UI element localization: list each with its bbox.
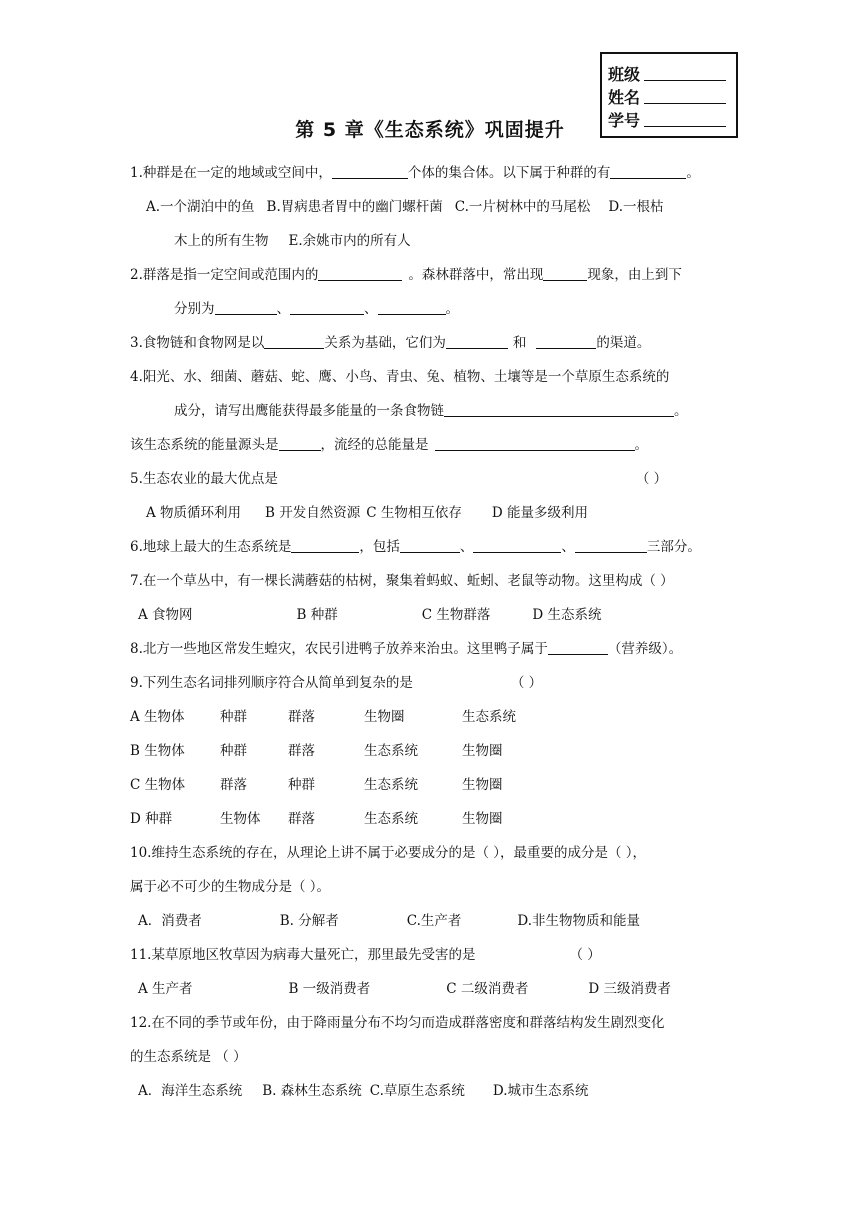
option-term: 生物体 [220,811,261,827]
option-term: 生态系统 [364,743,418,759]
option-term: 种群 [220,709,247,725]
question-1: 1.种群是在一定的地域或空间中， 个体的集合体。以下属于种群的有 。 [130,156,740,190]
question-11: 11.某草原地区牧草因为病毒大量死亡，那里最先受害的是 （ ） [130,947,601,963]
answer-blank[interactable] [264,331,324,349]
answer-blank[interactable] [332,161,408,179]
question-9-option-row [130,734,740,768]
question-11-options: A 生产者 B 一级消费者 C 二级消费者 D 三级消费者 [138,981,672,997]
question-10: 10.维持生态系统的存在，从理论上讲不属于必要成分的是（ ），最重要的成分是（ ）， [130,845,647,861]
answer-blank[interactable] [610,161,686,179]
option-term: C 生物体 [130,777,186,793]
answer-paren[interactable]: （ ） [510,675,543,691]
option-term: D 种群 [130,811,173,827]
option-term: 种群 [220,743,247,759]
page-title: 第 5 章《生态系统》巩固提升 [295,119,565,141]
option-term: 群落 [288,743,315,759]
question-9-options [130,700,740,836]
answer-blank[interactable] [548,637,608,655]
class-label: 班级 [608,65,641,84]
answer-paren[interactable]: （ ） [569,947,601,963]
class-field[interactable] [644,79,726,81]
name-label: 姓名 [608,88,641,107]
answer-blank[interactable] [215,297,277,315]
option-term: B 生物体 [130,743,185,759]
option-term: 群落 [220,777,247,793]
question-7-options: A 食物网 B 种群 C 生物群落 D 生态系统 [138,607,602,623]
option-term: 生态系统 [364,811,418,827]
answer-blank[interactable] [318,263,402,281]
answer-blank[interactable] [575,535,647,553]
question-list [130,156,740,1108]
id-label: 学号 [608,111,641,130]
question-9-option-row [130,700,740,734]
answer-paren[interactable]: （ ） [635,471,668,487]
question-4-cont: 成分，请写出鹰能获得最多能量的一条食物链 。 [130,394,740,428]
answer-blank[interactable] [444,399,674,417]
question-9: 9.下列生态名词排列顺序符合从简单到复杂的是 （ ） [130,675,543,691]
question-9-option-row [130,802,740,836]
question-8: 8.北方一些地区常发生蝗灾，农民引进鸭子放养来治虫。这里鸭子属于 （营养级）。 [130,632,740,666]
answer-blank[interactable] [543,263,587,281]
answer-blank[interactable] [446,331,508,349]
question-10-options: A．消费者 B. 分解者 C.生产者 D.非生物物质和能量 [138,913,641,929]
class-row [608,62,730,85]
option-term: 生物圈 [462,811,503,827]
answer-blank[interactable] [435,433,635,451]
option-term: 生态系统 [462,709,516,725]
question-6: 6.地球上最大的生态系统是 ，包括 、 、 三部分。 [130,530,740,564]
option-term: 群落 [288,709,315,725]
question-3: 3.食物链和食物网是以 关系为基础，它们为 和 的渠道。 [130,326,740,360]
answer-blank[interactable] [536,331,596,349]
question-1-options: A.一个湖泊中的鱼 B.胃病患者胃中的幽门螺杆菌 C.一片树林中的马尾松 D.一根枯 [146,199,664,215]
question-5-options: A 物质循环利用 B 开发自然资源 C 生物相互依存 D 能量多级利用 [146,505,589,521]
question-7: 7.在一个草丛中，有一棵长满蘑菇的枯树，聚集着蚂蚁、蚯蚓、老鼠等动物。这里构成（ ） [130,573,674,589]
question-12-cont: 的生态系统是 （ ） [130,1049,247,1065]
question-12: 12.在不同的季节或年份，由于降雨量分布不均匀而造成群落密度和群落结构发生剧烈变化 [130,1015,665,1031]
question-4: 4.阳光、水、细菌、蘑菇、蛇、鹰、小鸟、青虫、兔、植物、土壤等是一个草原生态系统的 [130,369,670,385]
answer-blank[interactable] [279,433,321,451]
name-field[interactable] [644,102,726,104]
option-term: 种群 [288,777,315,793]
answer-blank[interactable] [473,535,561,553]
question-9-option-row [130,768,740,802]
answer-blank[interactable] [290,297,364,315]
question-10-cont: 属于必不可少的生物成分是（ ）。 [130,879,331,895]
option-term: 群落 [288,811,315,827]
name-row [608,85,730,108]
question-4-source: 该生态系统的能量源头是 ，流经的总能量是 。 [130,428,740,462]
answer-blank[interactable] [378,297,446,315]
question-5: 5.生态农业的最大优点是 （ ） [130,471,668,487]
option-term: A 生物体 [130,709,185,725]
answer-blank[interactable] [400,535,460,553]
option-term: 生物圈 [364,709,405,725]
option-term: 生态系统 [364,777,418,793]
option-term: 生物圈 [462,743,503,759]
question-2: 2.群落是指一定空间或范围内的 。森林群落中，常出现 现象，由上到下 [130,258,740,292]
question-2-cont: 分别为 、 、 。 [130,292,740,326]
question-1-options-cont: 木上的所有生物 E.余姚市内的所有人 [174,233,411,249]
answer-blank[interactable] [291,535,359,553]
question-12-options: A．海洋生态系统 B. 森林生态系统 C.草原生态系统 D.城市生态系统 [138,1083,589,1099]
option-term: 生物圈 [462,777,503,793]
